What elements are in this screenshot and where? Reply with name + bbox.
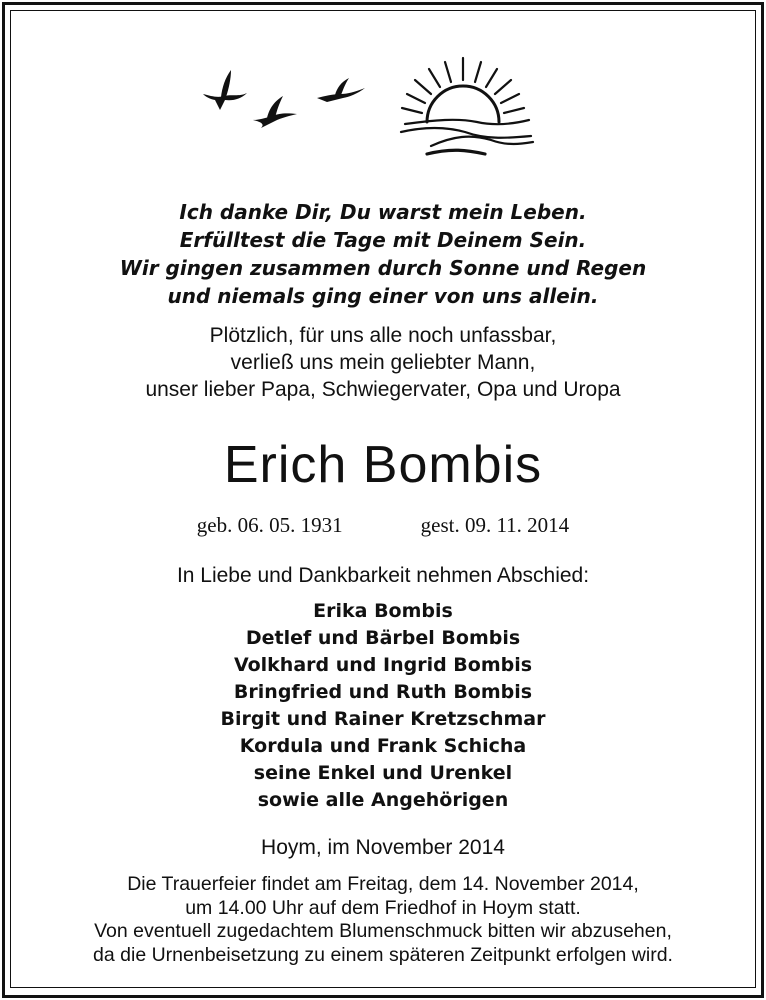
poem-line: Wir gingen zusammen durch Sonne und Regen [119,256,647,280]
flying-birds-icon [203,70,365,128]
notice-line: da die Urnenbeisetzung zu einem späteren Zeitpunkt erfolgen wird. [93,943,673,966]
farewell-line: In Liebe und Dankbarkeit nehmen Abschied: [176,564,590,587]
deceased-name: Erich Bombis [223,436,543,494]
poem [0,198,766,310]
mourner: Bringfried und Ruth Bombis [233,681,533,703]
notice-line: Von eventuell zugedachtem Blumenschmuck bitten wir abzusehen, [94,920,672,942]
mourner: Detlef und Bärbel Bombis [245,627,521,649]
funeral-notice [0,873,766,967]
mourner: seine Enkel und Urenkel [253,762,513,784]
death-date: gest. 09. 11. 2014 [420,513,570,537]
birth-date: geb. 06. 05. 1931 [196,513,343,537]
notice-line: um 14.00 Uhr auf dem Friedhof in Hoym statt. [185,896,581,919]
intro-text [0,322,766,403]
intro-line: unser lieber Papa, Schwiegervater, Opa und Uropa [145,378,621,401]
poem-line: Ich danke Dir, Du warst mein Leben. [179,200,587,224]
mourner: Erika Bombis [313,600,453,622]
mourner: sowie alle Angehörigen [257,789,509,811]
place-and-date: Hoym, im November 2014 [261,836,505,859]
birds-and-sunset-emblem [195,50,545,165]
notice-line: Die Trauerfeier findet am Freitag, dem 14. November 2014, [127,873,639,895]
setting-sun-icon [401,58,533,154]
mourners-list [0,598,766,814]
mourner: Birgit und Rainer Kretzschmar [220,708,546,730]
mourner: Kordula und Frank Schicha [239,735,527,757]
intro-line: verließ uns mein geliebter Mann, [230,351,536,374]
life-dates [0,512,766,538]
intro-line: Plötzlich, für uns alle noch unfassbar, [209,324,557,347]
poem-line: Erfülltest die Tage mit Deinem Sein. [179,228,587,252]
mourner: Volkhard und Ingrid Bombis [233,654,533,676]
poem-line: und niemals ging einer von uns allein. [167,284,599,308]
